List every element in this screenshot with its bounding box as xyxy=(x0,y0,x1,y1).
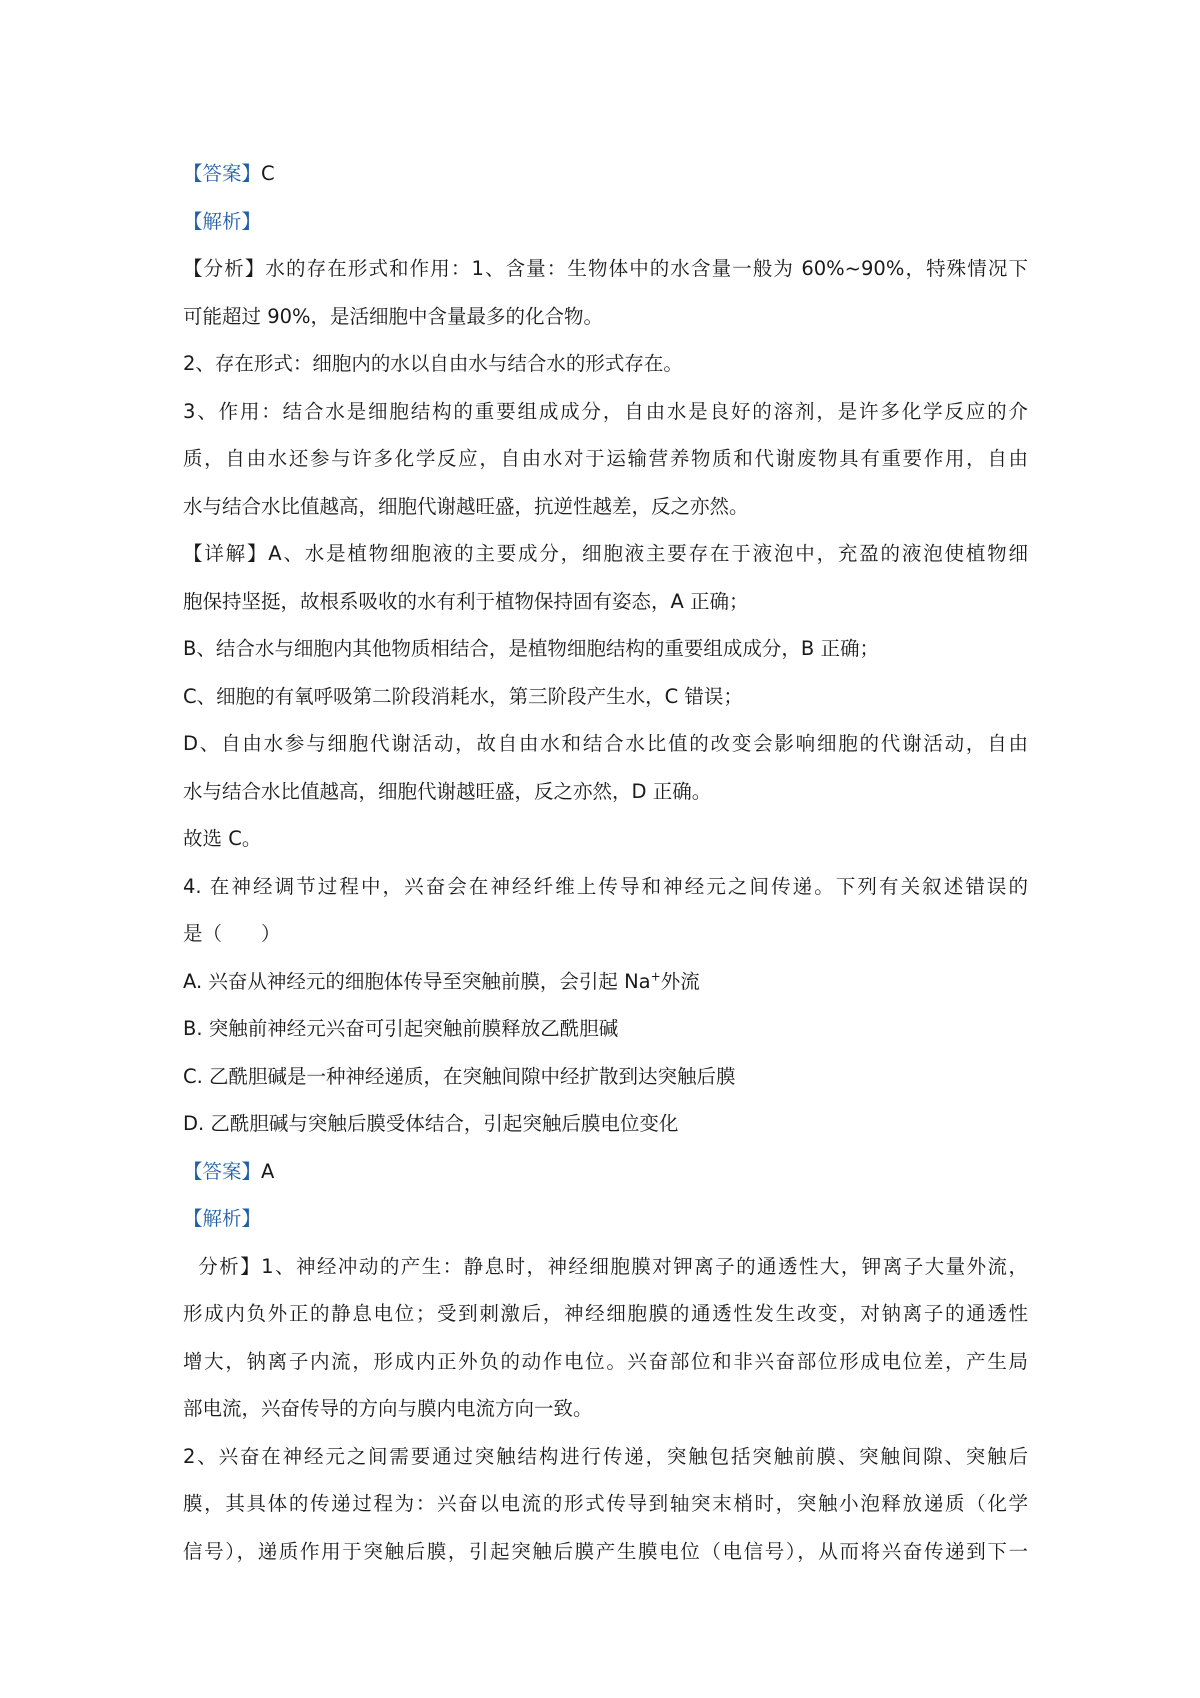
text-line: 胞保持坚挺，故根系吸收的水有利于植物保持固有姿态，A 正确； xyxy=(183,589,749,613)
answer-tag: 【答案】 xyxy=(183,1159,262,1183)
text-line: 可能超过 90%，是活细胞中含量最多的化合物。 xyxy=(183,304,604,328)
text-line: 3、作用：结合水是细胞结构的重要组成成分，自由水是良好的溶剂，是许多化学反应的介 xyxy=(183,399,1028,423)
answer-tag: 【答案】 xyxy=(183,162,262,185)
text-line: 膜，其具体的传递过程为：兴奋以电流的形式传导到轴突末梢时，突触小泡释放递质（化学 xyxy=(183,1492,1028,1515)
analysis-tag: 【解析】 xyxy=(183,209,262,233)
question-stem-end: 是（ ） xyxy=(183,922,281,945)
superscript-plus: + xyxy=(650,969,661,983)
text-line: 【分析】水的存在形式和作用：1、含量：生物体中的水含量一般为 60%~90%，特殊情况下 xyxy=(183,257,1028,280)
answer-value: A xyxy=(261,1159,275,1183)
text-line: 部电流，兴奋传导的方向与膜内电流方向一致。 xyxy=(183,1397,593,1420)
text-line: 水与结合水比值越高，细胞代谢越旺盛，反之亦然，D 正确。 xyxy=(183,779,712,803)
option-a xyxy=(183,958,1028,1006)
text-line: 2、存在形式：细胞内的水以自由水与结合水的形式存在。 xyxy=(183,352,683,375)
option-c: C. 乙酰胆碱是一种神经递质，在突触间隙中经扩散到达突触后膜 xyxy=(183,1064,736,1088)
text-line: 信号），递质作用于突触后膜，引起突触后膜产生膜电位（电信号），从而将兴奋传递到下一 xyxy=(183,1539,1028,1563)
answer-value: C xyxy=(261,162,275,185)
analysis-tag: 【解析】 xyxy=(183,1207,262,1230)
text-line: D、自由水参与细胞代谢活动，故自由水和结合水比值的改变会影响细胞的代谢活动，自由 xyxy=(183,732,1028,755)
text-line: 【详解】A、水是植物细胞液的主要成分，细胞液主要存在于液泡中，充盈的液泡使植物细 xyxy=(183,542,1028,565)
text-line: 水与结合水比值越高，细胞代谢越旺盛，抗逆性越差，反之亦然。 xyxy=(183,494,749,518)
text-line: 增大，钠离子内流，形成内正外负的动作电位。兴奋部位和非兴奋部位形成电位差，产生局 xyxy=(183,1349,1028,1373)
text-line: 2、兴奋在神经元之间需要通过突触结构进行传递，突触包括突触前膜、突触间隙、突触后 xyxy=(183,1444,1028,1468)
analysis-heading-1 xyxy=(183,198,1028,246)
text-line: 故选 C。 xyxy=(183,827,262,850)
option-d: D. 乙酰胆碱与突触后膜受体结合，引起突触后膜电位变化 xyxy=(183,1112,679,1135)
answer-line-2 xyxy=(183,1148,1028,1196)
option-a-text: A. 兴奋从神经元的细胞体传导至突触前膜，会引起 Na xyxy=(183,969,651,993)
text-line: 形成内负外正的静息电位；受到刺激后，神经细胞膜的通透性发生改变，对钠离子的通透性 xyxy=(183,1302,1028,1325)
option-a-suffix: 外流 xyxy=(660,969,700,993)
answer-line-1 xyxy=(183,150,1028,198)
option-b: B. 突触前神经元兴奋可引起突触前膜释放乙酰胆碱 xyxy=(183,1017,619,1040)
analysis-heading-2 xyxy=(183,1195,1028,1243)
question-stem: 4. 在神经调节过程中，兴奋会在神经纤维上传导和神经元之间传递。下列有关叙述错误的 xyxy=(183,874,1028,898)
text-line: B、结合水与细胞内其他物质相结合，是植物细胞结构的重要组成成分，B 正确； xyxy=(183,637,879,660)
text-line: C、细胞的有氧呼吸第二阶段消耗水，第三阶段产生水，C 错误； xyxy=(183,684,743,708)
document-body xyxy=(183,150,1028,1575)
text-line: 分析】1、神经冲动的产生：静息时，神经细胞膜对钾离子的通透性大，钾离子大量外流， xyxy=(183,1254,1028,1278)
text-line: 质，自由水还参与许多化学反应，自由水对于运输营养物质和代谢废物具有重要作用，自由 xyxy=(183,447,1028,470)
